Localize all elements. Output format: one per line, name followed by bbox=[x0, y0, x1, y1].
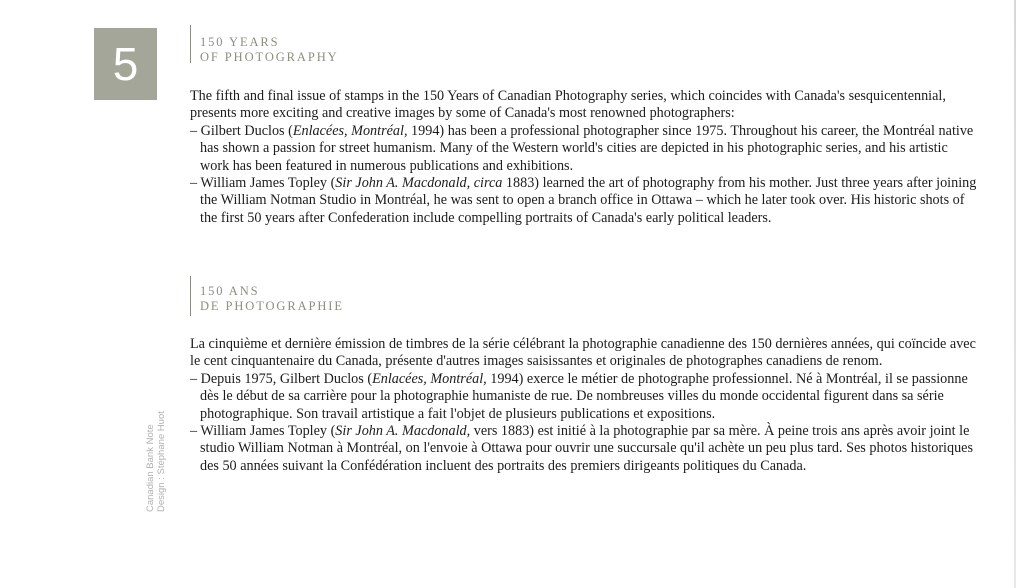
english-item-duclos bbox=[190, 123, 980, 175]
english-heading-line1: 150 YEARS bbox=[200, 35, 280, 49]
english-item-name: Gilbert Duclos ( bbox=[200, 122, 293, 139]
french-item-work: Sir John A. Macdonald, bbox=[335, 423, 471, 440]
english-item-dash: – bbox=[190, 122, 201, 139]
french-item-name: William James Topley ( bbox=[200, 423, 336, 440]
credit-designer: Design : Stéphane Huot bbox=[156, 411, 167, 512]
french-item-topley bbox=[190, 423, 980, 475]
french-heading-line1: 150 ANS bbox=[200, 284, 260, 298]
design-credit bbox=[145, 411, 167, 512]
french-heading-line2: DE PHOTOGRAPHIE bbox=[200, 299, 344, 313]
french-item-name: Depuis 1975, Gilbert Duclos ( bbox=[200, 370, 373, 387]
credit-printer: Canadian Bank Note bbox=[145, 424, 156, 512]
section-number: 5 bbox=[112, 38, 139, 90]
french-item-dash: – bbox=[190, 370, 201, 387]
english-item-text: 1883) learned the art of photography from his mother. Just three years after joining the William Notman Studio in Montréal, he was sent to open a branch office in Ottawa – which he later took over. His historic shots of the first 50 years after Confederation include compelling portraits of Canada's early political leaders. bbox=[200, 175, 977, 226]
english-heading bbox=[190, 25, 339, 63]
french-body bbox=[190, 336, 980, 475]
english-body bbox=[190, 88, 980, 227]
english-item-work: Sir John A. Macdonald, circa bbox=[335, 175, 503, 192]
french-item-duclos bbox=[190, 371, 980, 423]
french-item-text: vers 1883) est initié à la photographie par sa mère. À peine trois ans après avoir joint le studio William Notman à Montréal, on l'envoie à Ottawa pour ouvrir une succursale qu'il achète un peu plus tard. Ses photos historiques des 50 années suivant la Confédération incluent des portraits des premiers dirigeants politiques du Canada. bbox=[200, 423, 973, 474]
english-intro: The fifth and final issue of stamps in the 150 Years of Canadian Photography series, which coincides with Canada's sesquicentennial, presents more exciting and creative images by some of Canada's most renowned photographers: bbox=[190, 88, 946, 122]
french-item-work: Enlacées, Montréal, bbox=[372, 370, 487, 387]
english-item-dash: – bbox=[190, 175, 201, 192]
english-heading-line2: OF PHOTOGRAPHY bbox=[200, 50, 339, 64]
english-item-topley bbox=[190, 175, 980, 227]
french-item-text: 1994) exerce le métier de photographe professionnel. Né à Montréal, il se passionne dès le début de sa carrière pour la photographie humaniste de rue. De nombreuses villes du monde occidental figurent dans sa série photographique. Son travail artistique a fait l'objet de plusieurs publications et expositions. bbox=[200, 370, 968, 422]
section-number-badge bbox=[94, 28, 157, 100]
french-intro: La cinquième et dernière émission de timbres de la série célébrant la photographie canadienne des 150 dernières années, qui coïncide avec le cent cinquantenaire du Canada, présente d'autres images saisissantes et originales de photographes canadiens de renom. bbox=[190, 336, 976, 370]
english-item-text: 1994) has been a professional photographer since 1975. Throughout his career, the Montréal native has shown a passion for street humanism. Many of the Western world's cities are depicted in his photographic series, and his artistic work has been featured in numerous publications and exhibitions. bbox=[200, 122, 974, 174]
english-item-name: William James Topley ( bbox=[200, 175, 336, 192]
english-item-work: Enlacées, Montréal, bbox=[292, 122, 408, 139]
french-heading bbox=[190, 276, 344, 316]
scan-edge-shadow bbox=[1014, 0, 1016, 588]
french-item-dash: – bbox=[190, 423, 201, 440]
